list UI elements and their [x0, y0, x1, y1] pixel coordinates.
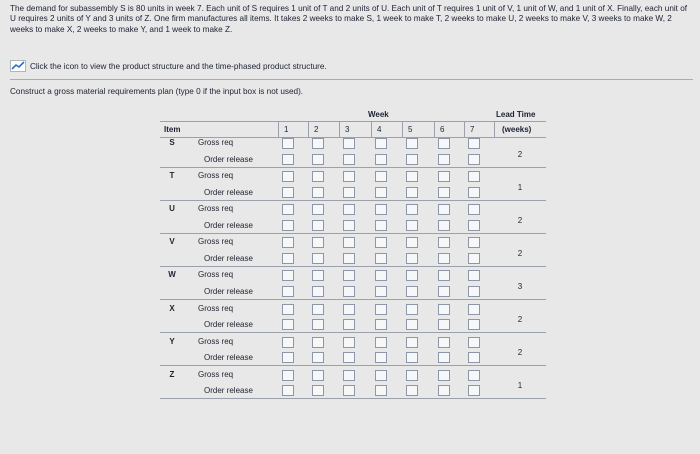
- order-release-input[interactable]: [406, 319, 418, 330]
- order-release-input[interactable]: [468, 319, 480, 330]
- lead-time-value: 2: [517, 248, 523, 258]
- order-release-input[interactable]: [312, 385, 324, 396]
- order-release-input[interactable]: [468, 352, 480, 363]
- gross-req-input[interactable]: [343, 337, 355, 348]
- column-divider: [464, 121, 465, 137]
- order-release-input[interactable]: [312, 220, 324, 231]
- order-release-input[interactable]: [406, 385, 418, 396]
- week-number: 4: [377, 125, 382, 134]
- order-release-input[interactable]: [312, 253, 324, 264]
- instruction-text: Construct a gross material requirements plan (type 0 if the input box is not used).: [10, 87, 304, 96]
- order-release-input[interactable]: [406, 154, 418, 165]
- gross-req-input[interactable]: [343, 270, 355, 281]
- order-release-input[interactable]: [375, 352, 387, 363]
- order-release-input[interactable]: [375, 385, 387, 396]
- order-release-input[interactable]: [282, 286, 294, 297]
- order-release-input[interactable]: [438, 154, 450, 165]
- order-release-input[interactable]: [438, 352, 450, 363]
- gross-req-input[interactable]: [438, 237, 450, 248]
- gross-req-input[interactable]: [406, 337, 418, 348]
- gross-req-input[interactable]: [406, 237, 418, 248]
- gross-req-input[interactable]: [375, 237, 387, 248]
- product-structure-link-text: Click the icon to view the product structure and the time-phased product structure.: [30, 61, 327, 71]
- lead-time-header: Lead Time: [496, 110, 536, 119]
- order-release-input[interactable]: [406, 253, 418, 264]
- order-release-input[interactable]: [438, 286, 450, 297]
- lead-time-value: 1: [517, 381, 523, 391]
- gross-req-input[interactable]: [468, 270, 480, 281]
- gross-req-input[interactable]: [343, 171, 355, 182]
- item-separator: [160, 233, 546, 234]
- week-number: 3: [345, 125, 350, 134]
- gross-req-label: Gross req: [198, 204, 234, 214]
- gross-req-input[interactable]: [343, 304, 355, 315]
- gross-req-input[interactable]: [375, 171, 387, 182]
- column-divider: [339, 121, 340, 137]
- order-release-input[interactable]: [312, 286, 324, 297]
- order-release-input[interactable]: [438, 319, 450, 330]
- order-release-label: Order release: [204, 386, 253, 396]
- gross-req-input[interactable]: [312, 204, 324, 215]
- column-divider: [494, 121, 495, 137]
- gross-req-label: Gross req: [198, 369, 234, 379]
- order-release-input[interactable]: [343, 286, 355, 297]
- lead-time-value: 2: [517, 215, 523, 225]
- gross-req-label: Gross req: [198, 336, 234, 346]
- gross-req-input[interactable]: [468, 138, 480, 149]
- order-release-input[interactable]: [343, 352, 355, 363]
- order-release-input[interactable]: [468, 187, 480, 198]
- week-number: 5: [408, 125, 413, 134]
- gross-req-input[interactable]: [438, 270, 450, 281]
- gross-req-input[interactable]: [343, 237, 355, 248]
- order-release-label: Order release: [204, 286, 253, 296]
- order-release-input[interactable]: [343, 385, 355, 396]
- order-release-input[interactable]: [343, 319, 355, 330]
- order-release-input[interactable]: [282, 352, 294, 363]
- lead-time-value: 3: [517, 281, 523, 291]
- order-release-input[interactable]: [406, 352, 418, 363]
- gross-req-input[interactable]: [375, 370, 387, 381]
- order-release-input[interactable]: [312, 154, 324, 165]
- week-number: 2: [314, 125, 319, 134]
- column-divider: [308, 121, 309, 137]
- gross-req-input[interactable]: [312, 171, 324, 182]
- gross-req-input[interactable]: [375, 304, 387, 315]
- order-release-label: Order release: [204, 154, 253, 164]
- lead-time-value: 2: [517, 348, 523, 358]
- order-release-input[interactable]: [438, 220, 450, 231]
- gross-req-input[interactable]: [406, 138, 418, 149]
- gross-req-input[interactable]: [282, 270, 294, 281]
- order-release-input[interactable]: [375, 253, 387, 264]
- item-name: X: [169, 303, 175, 313]
- item-separator: [160, 299, 546, 300]
- order-release-input[interactable]: [406, 187, 418, 198]
- order-release-input[interactable]: [282, 154, 294, 165]
- column-divider: [402, 121, 403, 137]
- gross-req-input[interactable]: [312, 304, 324, 315]
- gross-req-input[interactable]: [282, 204, 294, 215]
- gross-req-label: Gross req: [198, 270, 234, 280]
- gross-req-input[interactable]: [282, 237, 294, 248]
- item-separator: [160, 266, 546, 267]
- lead-time-units-header: (weeks): [502, 125, 532, 134]
- order-release-input[interactable]: [468, 385, 480, 396]
- order-release-label: Order release: [204, 320, 253, 330]
- gross-req-input[interactable]: [438, 204, 450, 215]
- column-divider: [434, 121, 435, 137]
- problem-statement: The demand for subassembly S is 80 units in week 7. Each unit of S requires 1 unit of T and 2 units of U. Each unit of T requires 1 unit of V, 1 unit of W, and 1 unit of X. Finally, each unit of U requires 2 units of Y and 3 units of Z. One firm manufactures all items. It takes 2 weeks to make S, 1 week to make T, 2 weeks to make U, 2 weeks to make V, 3 weeks to make W, 2 weeks to make X, 2 weeks to make Y, and 1 week to make Z.: [10, 4, 688, 34]
- item-name: V: [169, 237, 175, 247]
- order-release-input[interactable]: [438, 187, 450, 198]
- order-release-input[interactable]: [438, 385, 450, 396]
- gross-req-input[interactable]: [282, 171, 294, 182]
- item-separator: [160, 398, 546, 399]
- gross-req-input[interactable]: [343, 138, 355, 149]
- item-name: W: [168, 270, 176, 280]
- order-release-label: Order release: [204, 220, 253, 230]
- gross-req-input[interactable]: [312, 370, 324, 381]
- item-name: T: [169, 171, 175, 181]
- item-name: S: [169, 138, 175, 147]
- week-number: 1: [284, 125, 289, 134]
- gross-req-input[interactable]: [468, 370, 480, 381]
- gross-req-input[interactable]: [312, 337, 324, 348]
- order-release-input[interactable]: [343, 187, 355, 198]
- gross-req-label: Gross req: [198, 171, 234, 181]
- item-separator: [160, 365, 546, 366]
- gross-req-input[interactable]: [282, 304, 294, 315]
- order-release-input[interactable]: [282, 220, 294, 231]
- lead-time-value: 1: [517, 182, 523, 192]
- gross-req-input[interactable]: [375, 138, 387, 149]
- order-release-input[interactable]: [375, 319, 387, 330]
- gross-req-input[interactable]: [468, 171, 480, 182]
- gross-req-input[interactable]: [438, 171, 450, 182]
- gross-req-input[interactable]: [375, 204, 387, 215]
- order-release-label: Order release: [204, 353, 253, 363]
- week-number: 6: [440, 125, 445, 134]
- gross-req-input[interactable]: [375, 270, 387, 281]
- gross-req-label: Gross req: [198, 138, 234, 147]
- column-divider: [371, 121, 372, 137]
- order-release-input[interactable]: [375, 220, 387, 231]
- order-release-label: Order release: [204, 187, 253, 197]
- gross-req-input[interactable]: [468, 337, 480, 348]
- gross-req-input[interactable]: [312, 138, 324, 149]
- item-separator: [160, 167, 546, 168]
- gross-req-label: Gross req: [198, 303, 234, 313]
- gross-req-input[interactable]: [282, 337, 294, 348]
- order-release-input[interactable]: [468, 253, 480, 264]
- gross-req-input[interactable]: [375, 337, 387, 348]
- gross-req-input[interactable]: [438, 337, 450, 348]
- gross-req-input[interactable]: [438, 370, 450, 381]
- gross-req-input[interactable]: [438, 304, 450, 315]
- order-release-input[interactable]: [343, 220, 355, 231]
- gross-req-label: Gross req: [198, 237, 234, 247]
- gross-req-input[interactable]: [468, 304, 480, 315]
- gross-req-input[interactable]: [406, 270, 418, 281]
- order-release-input[interactable]: [468, 286, 480, 297]
- gross-req-input[interactable]: [312, 270, 324, 281]
- gross-req-input[interactable]: [343, 204, 355, 215]
- order-release-input[interactable]: [375, 187, 387, 198]
- order-release-input[interactable]: [312, 319, 324, 330]
- order-release-input[interactable]: [282, 385, 294, 396]
- gross-req-input[interactable]: [343, 370, 355, 381]
- lead-time-value: 2: [517, 315, 523, 325]
- gross-req-input[interactable]: [406, 204, 418, 215]
- gross-req-input[interactable]: [282, 138, 294, 149]
- gross-req-input[interactable]: [406, 370, 418, 381]
- order-release-input[interactable]: [312, 187, 324, 198]
- order-release-input[interactable]: [468, 154, 480, 165]
- lead-time-value: 2: [517, 149, 523, 159]
- gross-req-input[interactable]: [468, 204, 480, 215]
- week-number: 7: [470, 125, 475, 134]
- gross-req-input[interactable]: [406, 171, 418, 182]
- order-release-input[interactable]: [406, 286, 418, 297]
- item-name: Y: [169, 336, 175, 346]
- header-top-line: [160, 121, 546, 122]
- week-header: Week: [368, 110, 389, 119]
- gross-req-input[interactable]: [312, 237, 324, 248]
- item-separator: [160, 332, 546, 333]
- order-release-input[interactable]: [343, 253, 355, 264]
- order-release-input[interactable]: [438, 253, 450, 264]
- gross-req-input[interactable]: [282, 370, 294, 381]
- order-release-input[interactable]: [282, 319, 294, 330]
- order-release-input[interactable]: [406, 220, 418, 231]
- item-separator: [160, 200, 546, 201]
- gross-req-input[interactable]: [468, 237, 480, 248]
- item-header: Item: [164, 125, 181, 134]
- column-divider: [278, 121, 279, 137]
- order-release-input[interactable]: [312, 352, 324, 363]
- order-release-input[interactable]: [375, 154, 387, 165]
- order-release-input[interactable]: [375, 286, 387, 297]
- order-release-label: Order release: [204, 253, 253, 263]
- order-release-input[interactable]: [282, 187, 294, 198]
- order-release-input[interactable]: [468, 220, 480, 231]
- order-release-input[interactable]: [343, 154, 355, 165]
- order-release-input[interactable]: [282, 253, 294, 264]
- item-name: U: [169, 204, 175, 214]
- gross-req-input[interactable]: [438, 138, 450, 149]
- item-name: Z: [169, 369, 175, 379]
- gross-req-input[interactable]: [406, 304, 418, 315]
